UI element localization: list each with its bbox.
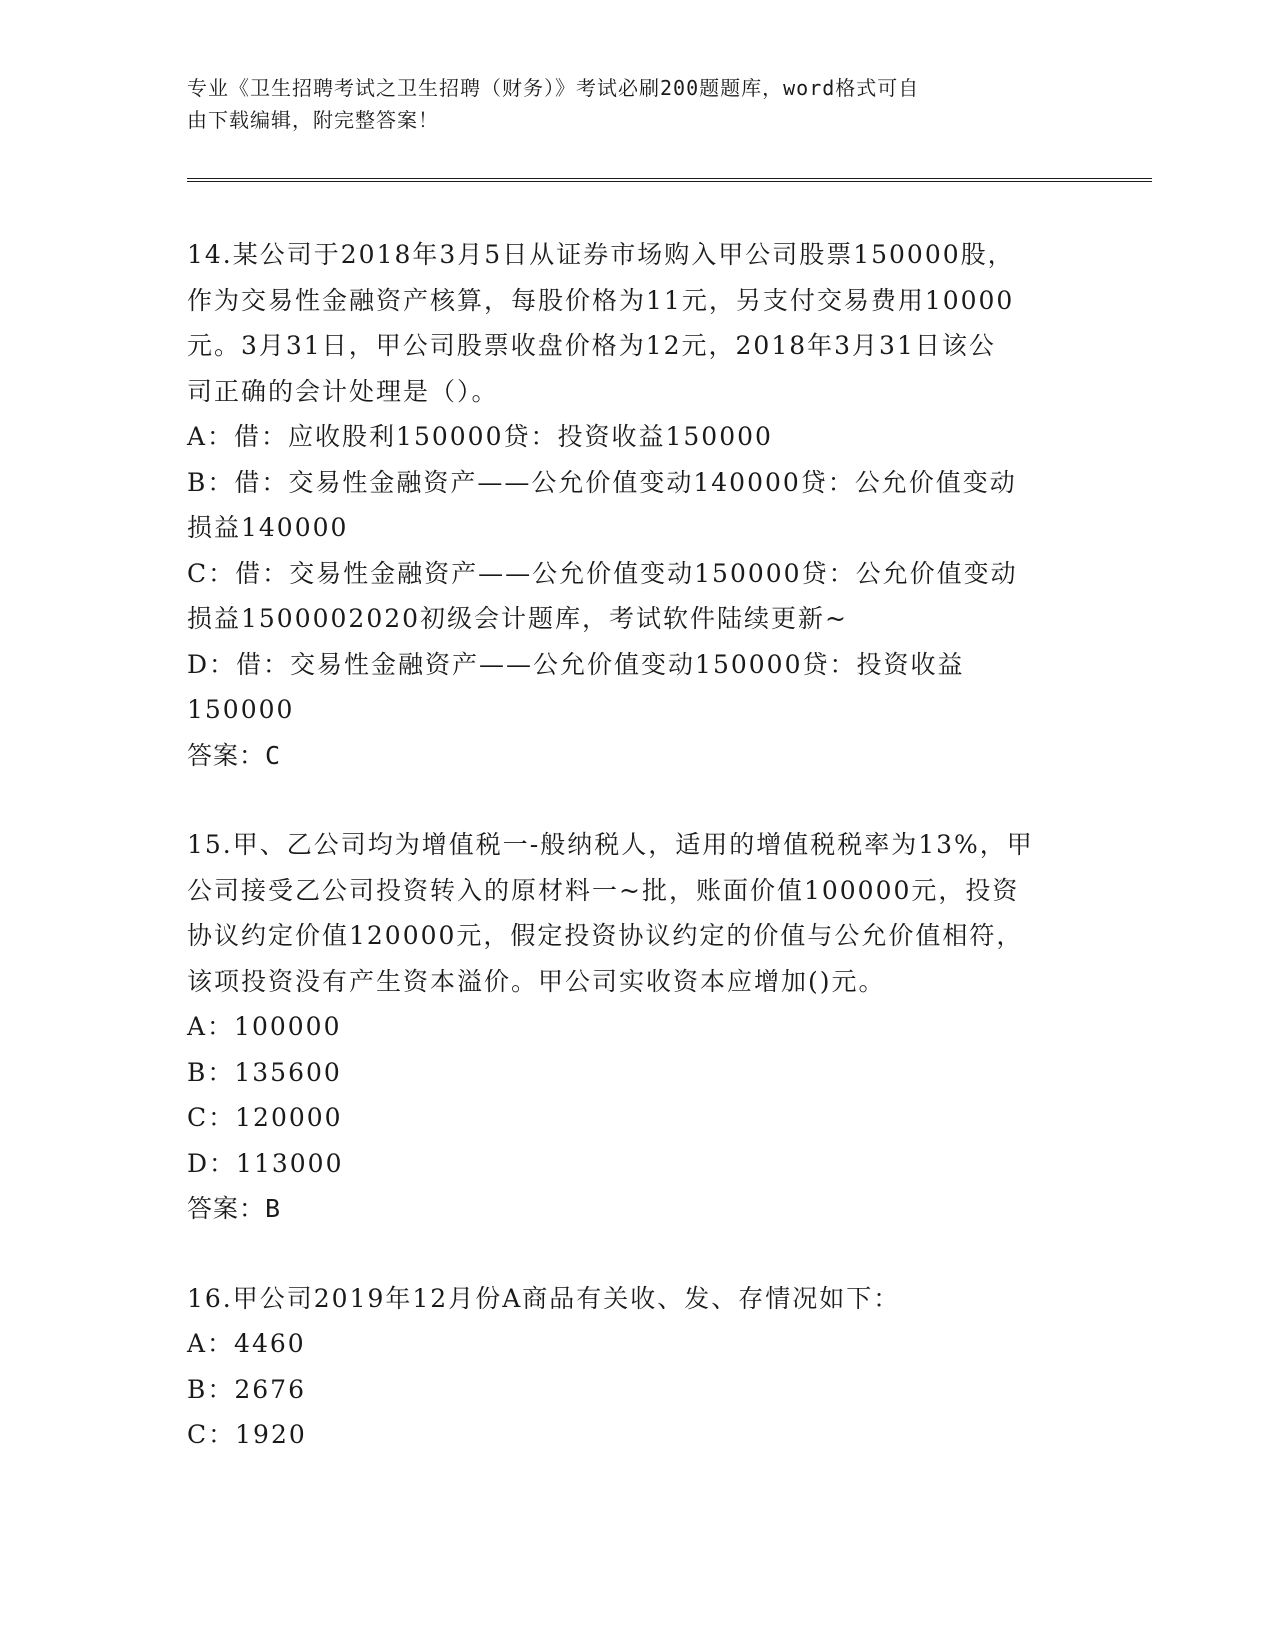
option-a: A：100000 [187, 1012, 342, 1041]
option-c: C：1920 [187, 1420, 307, 1449]
option-b: B：135600 [187, 1057, 342, 1087]
question-text-line: 该项投资没有产生资本溢价。甲公司实收资本应增加()元。 [187, 966, 886, 996]
question-text-line: 元。3月31日，甲公司股票收盘价格为12元，2018年3月31日该公 [187, 331, 996, 360]
question-text-line: 司正确的会计处理是（）。 [187, 376, 499, 406]
option-d-continued: 150000 [187, 695, 295, 724]
option-b: B：借：交易性金融资产——公允价值变动140000贷：公允价值变动 [187, 467, 1017, 497]
question-spacer [187, 778, 1087, 822]
option-d: D：113000 [187, 1148, 344, 1178]
document-header [187, 72, 1067, 136]
question-text-line: 15.甲、乙公司均为增值税一-般纳税人，适用的增值税税率为13%，甲 [187, 830, 1034, 859]
option-c: C：120000 [187, 1103, 343, 1132]
question-14 [187, 232, 1087, 778]
question-text-line: 协议约定价值120000元，假定投资协议约定的价值与公允价值相符， [187, 921, 1024, 950]
option-d: D：借：交易性金融资产——公允价值变动150000贷：投资收益 [187, 649, 965, 679]
question-text-line: 作为交易性金融资产核算，每股价格为11元，另支付交易费用10000 [187, 285, 1015, 315]
question-15 [187, 822, 1087, 1232]
answer-label: 答案：C [187, 740, 282, 770]
question-text-line: 16.甲公司2019年12月份A商品有关收、发、存情况如下： [187, 1283, 901, 1313]
option-b-continued: 损益140000 [187, 513, 349, 542]
option-c: C：借：交易性金融资产——公允价值变动150000贷：公允价值变动 [187, 558, 1018, 588]
option-b: B：2676 [187, 1374, 306, 1404]
option-a: A：借：应收股利150000贷：投资收益150000 [187, 422, 773, 451]
question-list [187, 232, 1087, 1458]
option-a: A：4460 [187, 1329, 306, 1358]
header-line-1: 专业《卫生招聘考试之卫生招聘（财务）》考试必刷200题题库，word格式可自 [187, 76, 920, 100]
question-spacer [187, 1232, 1087, 1276]
option-c-continued: 损益1500002020初级会计题库，考试软件陆续更新~ [187, 604, 849, 633]
header-line-2: 由下载编辑，附完整答案！ [187, 108, 439, 132]
header-divider [187, 178, 1152, 182]
answer-label: 答案：B [187, 1194, 282, 1223]
question-16 [187, 1276, 1087, 1458]
question-text-line: 公司接受乙公司投资转入的原材料一~批，账面价值100000元，投资 [187, 875, 1020, 905]
question-text-line: 14.某公司于2018年3月5日从证券市场购入甲公司股票150000股， [187, 240, 1015, 269]
